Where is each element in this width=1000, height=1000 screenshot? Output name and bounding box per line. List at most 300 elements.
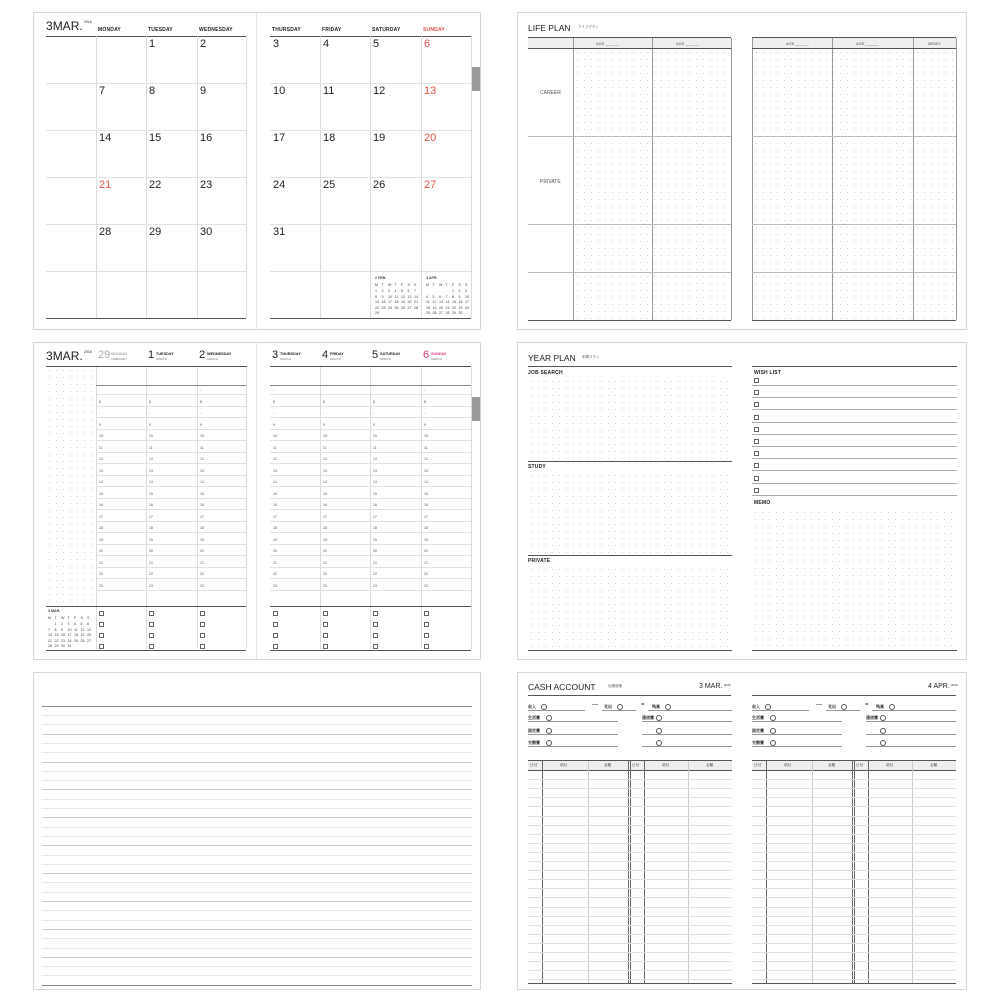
hour-label: 13 — [99, 468, 103, 473]
hour-label: - — [273, 388, 275, 392]
section-rule — [270, 606, 471, 607]
mini-calendar-date: 29 — [54, 644, 59, 648]
date-cell: 4 — [323, 38, 330, 50]
todo-checkbox — [200, 633, 205, 638]
note-line — [42, 920, 472, 921]
dot-grid — [574, 49, 731, 319]
todo-checkbox — [200, 611, 205, 616]
mini-calendar-date: 12 — [432, 300, 437, 304]
wish-checkbox — [754, 402, 759, 407]
ledger-row — [752, 934, 956, 935]
hour-label: 19 — [323, 537, 327, 542]
mini-calendar-date: 15 — [452, 300, 456, 304]
hour-rule — [96, 532, 246, 533]
mini-calendar-date: 3 — [388, 289, 390, 293]
hour-label: 16 — [424, 503, 428, 507]
date-cell: 1 — [149, 38, 156, 50]
mini-calendar-date: 21 — [48, 638, 52, 643]
ledger-head: 日付 — [530, 763, 538, 767]
hour-label: 23 — [424, 583, 428, 588]
mini-calendar-head: T — [394, 283, 397, 287]
cash-eq: = — [865, 702, 869, 708]
mini-calendar-date: 9 — [458, 294, 461, 299]
bottom-rule — [752, 650, 957, 651]
hour-rule — [96, 463, 246, 464]
mini-calendar-date: 10 — [388, 294, 392, 299]
ledger-row — [752, 861, 956, 862]
ledger-row — [752, 825, 956, 826]
hour-label: 10 — [373, 434, 377, 438]
note-line — [42, 799, 472, 800]
mini-calendar-date: 30 — [458, 311, 463, 315]
mini-calendar-head: S — [87, 616, 90, 620]
hour-rule — [96, 555, 246, 556]
hour-label: 20 — [99, 549, 103, 553]
hour-label: 14 — [323, 480, 327, 484]
weekday-number: 4 — [322, 349, 329, 361]
mini-calendar-date: 19 — [432, 305, 437, 310]
hour-label: 9 — [200, 422, 202, 427]
ledger-head: 金額 — [930, 763, 938, 767]
ledger-divider — [628, 761, 629, 983]
day-header-friday: FRIDAY — [322, 27, 342, 33]
note-line — [42, 715, 472, 716]
todo-checkbox — [373, 644, 378, 649]
hour-label: 13 — [273, 468, 277, 473]
bottom-rule — [46, 650, 246, 651]
note-line — [42, 910, 472, 911]
cash-field — [752, 746, 842, 747]
date-cell: 8 — [149, 85, 156, 97]
hour-label: 18 — [99, 526, 103, 530]
ledger-head: 項目 — [560, 763, 568, 767]
mini-calendar-date: 26 — [401, 305, 405, 310]
hour-label: 19 — [373, 537, 377, 542]
week-tab[interactable] — [472, 397, 480, 421]
mini-calendar-date: 1 — [452, 289, 454, 293]
todo-checkbox — [149, 622, 154, 627]
ledger-row — [752, 879, 956, 880]
row-divider — [270, 318, 471, 319]
ledger-row — [752, 834, 956, 835]
mini-calendar-head: M — [375, 283, 378, 287]
ledger-row — [528, 888, 732, 889]
weekday-month: MARCH — [380, 357, 391, 361]
hour-label: 23 — [273, 583, 277, 588]
weekday-month: MARCH — [431, 357, 442, 361]
mini-calendar-date: 16 — [458, 300, 463, 304]
section-rule — [528, 650, 732, 651]
hour-rule — [96, 509, 246, 510]
cash-category: 交際費 — [528, 740, 540, 745]
ledger-head: 項目 — [662, 763, 670, 767]
mini-calendar-date: 20 — [407, 300, 412, 304]
wish-line — [752, 385, 957, 386]
date-cell: 20 — [424, 132, 437, 144]
ledger-row — [528, 861, 732, 862]
ledger-row — [752, 843, 956, 844]
date-cell: 22 — [149, 179, 162, 191]
hour-label: 17 — [200, 514, 204, 519]
mini-calendar-head: F — [452, 283, 455, 287]
ledger-divider — [644, 761, 645, 983]
ledger-row — [752, 806, 956, 807]
hour-rule — [96, 486, 246, 487]
weekday-month: MARCH — [207, 357, 218, 361]
hour-label: 21 — [424, 560, 428, 565]
hour-rule — [96, 590, 246, 591]
row-divider — [46, 177, 246, 178]
ledger-row — [528, 952, 732, 953]
cash-category: 交際費 — [752, 740, 764, 745]
private-row-label: PRIVATE — [540, 179, 561, 185]
todo-checkbox — [149, 633, 154, 638]
weekday-month: MARCH — [330, 357, 341, 361]
bottom-rule — [270, 650, 471, 651]
todo-checkbox — [323, 633, 328, 638]
hour-label: 15 — [273, 491, 277, 496]
mini-calendar-date: 25 — [394, 305, 399, 310]
ledger-row — [528, 934, 732, 935]
ledger-row — [752, 797, 956, 798]
mini-calendar-date: 2 — [458, 289, 461, 293]
ledger-row — [528, 916, 732, 917]
mini-calendar-date: 16 — [381, 300, 386, 304]
hour-label: 22 — [200, 572, 204, 576]
hour-label: 19 — [424, 537, 428, 542]
wish-list-title: WISH LIST — [754, 370, 782, 376]
cash-label: 残高 — [652, 704, 660, 709]
date-cell: 6 — [424, 38, 431, 50]
hour-rule — [96, 475, 246, 476]
hour-label: 21 — [200, 560, 204, 565]
mini-calendar-date: 7 — [48, 627, 50, 632]
mini-calendar-date: 14 — [48, 633, 52, 637]
todo-checkbox — [323, 611, 328, 616]
ledger-row — [752, 852, 956, 853]
hour-rule — [270, 486, 471, 487]
age-column-3: AGE ______ — [786, 41, 809, 46]
date-cell: 27 — [424, 179, 437, 191]
hour-label: 20 — [373, 549, 377, 553]
cash-left-month: 3 MAR. — [699, 683, 723, 690]
todo-checkbox — [273, 622, 278, 627]
hour-label: 16 — [200, 503, 204, 507]
hour-label: 8 — [323, 399, 325, 404]
life-plan-subtitle: ライフプラン — [578, 25, 599, 29]
hour-rule — [270, 567, 471, 568]
ledger-head: 項目 — [784, 763, 792, 767]
ledger-divider — [688, 761, 689, 983]
note-line — [42, 762, 472, 763]
hour-label: 22 — [99, 572, 103, 576]
hour-rule — [270, 429, 471, 430]
hour-label: - — [99, 388, 101, 392]
mini-calendar-date: 26 — [80, 638, 85, 643]
gutter — [256, 343, 257, 660]
notes-page — [33, 672, 481, 990]
week-month-name: MAR. — [52, 349, 83, 363]
hour-rule — [96, 498, 246, 499]
mini-calendar-date: 9 — [381, 294, 384, 299]
hour-rule — [96, 406, 246, 407]
hour-label: 12 — [373, 457, 377, 461]
hour-label: 10 — [424, 434, 428, 438]
mini-calendar-date: 6 — [407, 289, 410, 293]
mini-calendar-date: 1 — [54, 622, 57, 626]
note-line — [42, 734, 472, 735]
note-line — [42, 864, 472, 865]
mini-calendar-date: 4 — [394, 289, 397, 293]
band-rule — [270, 385, 471, 386]
weekday-month: FEBRUARY — [111, 357, 128, 361]
hour-label: 21 — [323, 560, 327, 565]
hour-label: 16 — [373, 503, 377, 507]
mini-calendar-head: M — [48, 616, 51, 620]
hour-rule — [270, 498, 471, 499]
cash-category: 通信費 — [642, 715, 654, 720]
hour-label: 9 — [424, 422, 426, 427]
cash-label: 支出 — [828, 704, 836, 709]
mini-calendar-date: 11 — [426, 300, 430, 304]
date-cell: 29 — [149, 226, 162, 238]
row-divider — [46, 224, 246, 225]
todo-checkbox — [200, 644, 205, 649]
note-line — [42, 873, 472, 874]
dot-grid — [752, 509, 957, 649]
weekday-name: SUNDAY — [431, 352, 447, 356]
wish-checkbox — [754, 439, 759, 444]
weekday-name: FRIDAY — [330, 352, 344, 356]
hour-label: 17 — [424, 514, 428, 519]
row-divider — [270, 83, 471, 84]
date-cell: 13 — [424, 85, 437, 97]
note-line — [42, 836, 472, 837]
year-plan-subtitle: 年間プラン — [582, 355, 600, 359]
weekday-number: 3 — [272, 349, 279, 361]
week-month-number: 3 — [46, 349, 53, 363]
date-cell: 5 — [373, 38, 380, 50]
ledger-row — [752, 788, 956, 789]
hour-rule — [270, 544, 471, 545]
ledger-row — [752, 916, 956, 917]
hour-label: 18 — [149, 526, 153, 530]
date-cell: 24 — [273, 179, 286, 191]
mini-calendar-date: 11 — [394, 294, 399, 299]
cash-field — [528, 746, 618, 747]
mini-calendar-date: 21 — [445, 305, 450, 310]
todo-checkbox — [149, 644, 154, 649]
ledger-row — [752, 943, 956, 944]
mini-calendar-date: 19 — [80, 633, 85, 637]
cash-right-year: 2016 — [951, 683, 958, 687]
hour-label: 8 — [273, 399, 275, 404]
mini-calendar-date: 12 — [401, 294, 405, 299]
weekday-name: TUESDAY — [156, 352, 174, 356]
todo-checkbox — [99, 611, 104, 616]
ledger-row — [528, 870, 732, 871]
hour-label: - — [373, 411, 375, 415]
date-cell: 21 — [99, 179, 112, 191]
ledger-row — [752, 907, 956, 908]
mini-calendar-head: T — [54, 616, 57, 620]
hour-rule — [96, 417, 246, 418]
hour-label: 12 — [424, 457, 428, 461]
mini-calendar-date: 2 — [61, 622, 63, 626]
ledger-row — [528, 843, 732, 844]
hour-label: - — [424, 388, 426, 392]
mini-calendar-head: T — [445, 283, 448, 287]
hour-rule — [270, 532, 471, 533]
cash-dash: — — [816, 702, 822, 708]
cash-category: 生活費 — [752, 715, 764, 720]
note-line — [42, 938, 472, 939]
hour-label: 20 — [323, 549, 327, 553]
hour-label: 19 — [273, 537, 277, 542]
age-column-4: AGE ______ — [856, 41, 879, 46]
cash-label: 収入 — [752, 704, 760, 709]
weekday-month: MARCH — [156, 357, 167, 361]
hour-label: 8 — [424, 399, 426, 404]
hour-label: 11 — [99, 445, 103, 450]
ledger-row — [528, 979, 732, 980]
ledger-row — [752, 970, 956, 971]
todo-checkbox — [424, 644, 429, 649]
cash-dash: — — [592, 702, 598, 708]
hour-label: 14 — [373, 480, 377, 484]
ledger-row — [528, 806, 732, 807]
todo-checkbox — [273, 633, 278, 638]
todo-checkbox — [373, 633, 378, 638]
mini-calendar-label: 4 APR. — [426, 276, 438, 280]
dot-grid — [528, 378, 732, 462]
hour-rule — [270, 463, 471, 464]
ledger-head: 項目 — [886, 763, 894, 767]
hour-label: 8 — [373, 399, 375, 404]
hour-rule — [270, 509, 471, 510]
mini-calendar-date: 13 — [407, 294, 412, 299]
weekday-name: THURSDAY — [280, 352, 301, 356]
hour-label: 18 — [373, 526, 377, 530]
mini-calendar-date: 27 — [87, 638, 91, 643]
hour-label: 14 — [273, 480, 277, 484]
hour-label: 17 — [373, 514, 377, 519]
note-line — [42, 780, 472, 781]
column-divider — [246, 36, 247, 318]
note-line — [42, 855, 472, 856]
row-divider — [46, 318, 246, 319]
wish-line — [752, 458, 957, 459]
cash-account-page — [517, 672, 967, 990]
ledger-head: 金額 — [706, 763, 714, 767]
hour-rule — [270, 521, 471, 522]
mini-calendar-head: T — [381, 283, 384, 287]
note-line — [42, 827, 472, 828]
row-divider — [270, 224, 471, 225]
hour-label: 11 — [273, 445, 277, 450]
hour-label: 11 — [200, 445, 204, 450]
weekday-month: MARCH — [280, 357, 291, 361]
month-tab[interactable] — [472, 67, 480, 91]
ledger-row — [528, 852, 732, 853]
hour-rule — [96, 521, 246, 522]
weekday-name: SATURDAY — [380, 352, 401, 356]
hour-label: - — [200, 411, 202, 415]
mini-calendar-date: 13 — [87, 627, 91, 632]
month-name: MAR. — [52, 19, 83, 33]
mini-calendar-date: 28 — [445, 311, 450, 315]
ledger-divider — [630, 761, 631, 983]
memo-title: MEMO — [754, 500, 771, 506]
ledger-head: 金額 — [828, 763, 836, 767]
hour-label: 10 — [200, 434, 204, 438]
gutter — [256, 13, 257, 330]
weekday-number: 29 — [98, 349, 111, 361]
mini-calendar-date: 6 — [87, 622, 89, 626]
row-divider — [46, 271, 246, 272]
hour-rule — [96, 394, 246, 395]
ledger-row — [752, 888, 956, 889]
ledger-divider — [766, 761, 767, 983]
ledger-row — [528, 943, 732, 944]
cash-field — [866, 734, 956, 735]
year-label: 2016 — [84, 20, 92, 24]
year-plan-page — [517, 342, 967, 660]
mini-calendar-date: 22 — [452, 305, 456, 310]
cash-title: CASH ACCOUNT — [528, 682, 596, 692]
hour-label: 8 — [200, 399, 202, 404]
hour-label: 9 — [99, 422, 101, 427]
todo-checkbox — [273, 611, 278, 616]
grid-divider — [731, 38, 732, 320]
weekday-number: 2 — [199, 349, 206, 361]
hour-label: 13 — [149, 468, 153, 473]
note-line — [42, 817, 472, 818]
cash-field — [648, 710, 732, 711]
mini-calendar-date: 11 — [74, 627, 78, 632]
date-cell: 30 — [200, 226, 213, 238]
hour-rule — [270, 417, 471, 418]
ledger-divider — [812, 761, 813, 983]
mini-calendar-head: W — [388, 283, 392, 287]
hour-label: 14 — [200, 480, 204, 484]
cash-field — [752, 710, 809, 711]
date-cell: 19 — [373, 132, 386, 144]
hour-label: 9 — [323, 422, 325, 427]
mini-calendar-date: 18 — [394, 300, 399, 304]
hour-rule — [270, 475, 471, 476]
mini-calendar-date: 28 — [414, 305, 418, 310]
mini-calendar-date: 8 — [375, 294, 377, 299]
day-header-tuesday: TUESDAY — [148, 27, 173, 33]
ledger-row — [752, 925, 956, 926]
ledger-divider — [542, 761, 543, 983]
section-rule — [46, 606, 246, 607]
year-plan-section: STUDY — [528, 464, 546, 470]
mini-calendar-date: 22 — [375, 305, 379, 310]
wish-line — [752, 397, 957, 398]
mini-calendar-head: W — [61, 616, 65, 620]
cash-field — [866, 721, 956, 722]
hour-label: 15 — [373, 491, 377, 496]
career-row-label: CAREER — [540, 90, 561, 96]
note-line — [42, 901, 472, 902]
cash-category: 固定費 — [528, 727, 540, 733]
hour-label: 8 — [99, 399, 101, 404]
wish-checkbox — [754, 451, 759, 456]
hour-label: 20 — [273, 549, 277, 553]
mini-calendar-head: F — [74, 616, 77, 620]
